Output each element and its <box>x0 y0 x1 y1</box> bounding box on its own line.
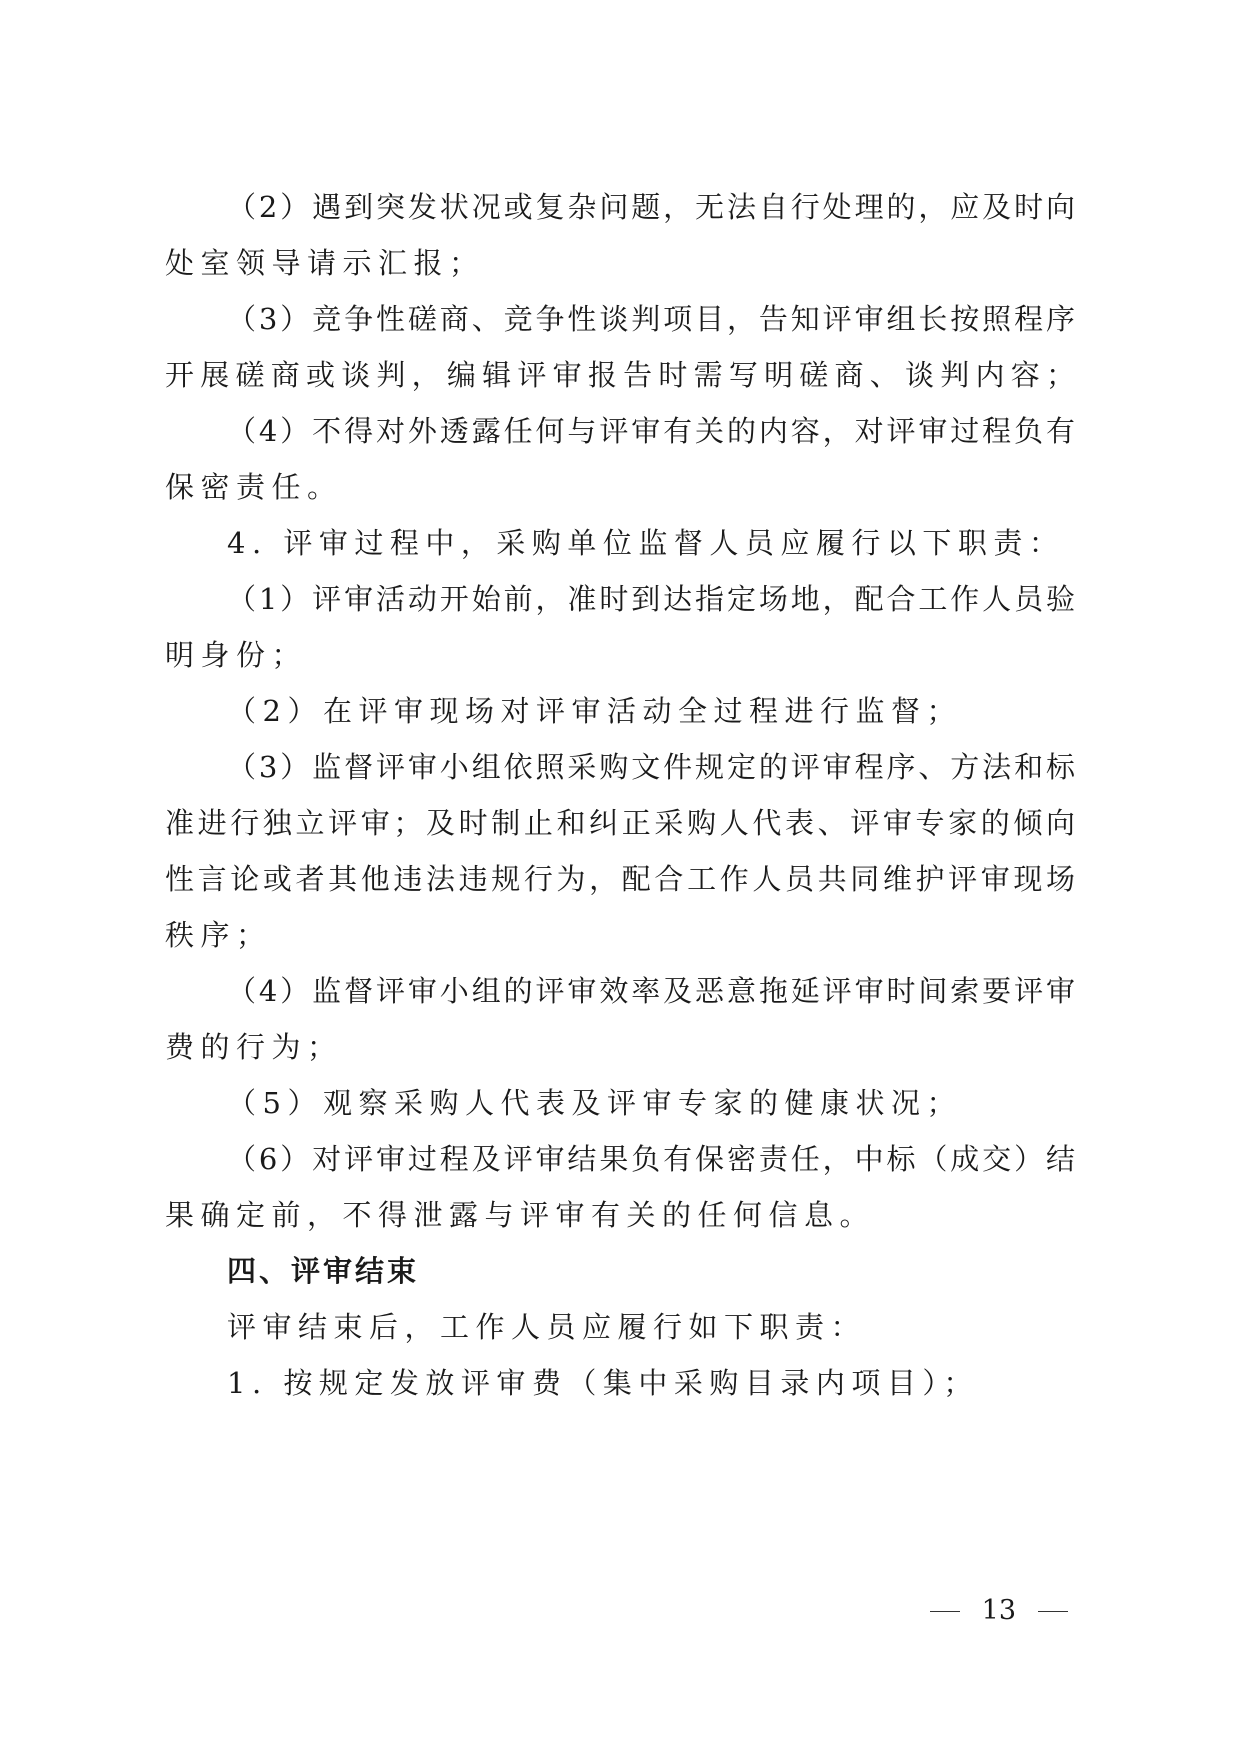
text-line: （3）监督评审小组依照采购文件规定的评审程序、方法和标 <box>227 750 1075 784</box>
text-line: 明身份； <box>165 638 308 672</box>
text-line: 1. 按规定发放评审费（集中采购目录内项目）； <box>227 1366 979 1400</box>
text-line: 果确定前，不得泄露与评审有关的任何信息。 <box>165 1198 876 1232</box>
text-line: （5）观察采购人代表及评审专家的健康状况； <box>227 1086 962 1120</box>
text-line: （2）在评审现场对评审活动全过程进行监督； <box>227 694 962 728</box>
text-line: （4）监督评审小组的评审效率及恶意拖延评审时间索要评审 <box>227 974 1075 1008</box>
text-line: 秩序； <box>165 918 272 952</box>
text-line: 处室领导请示汇报； <box>165 246 485 280</box>
text-line: 评审结束后，工作人员应履行如下职责： <box>227 1310 867 1344</box>
text-line: （4）不得对外透露任何与评审有关的内容，对评审过程负有 <box>227 414 1075 448</box>
text-line: 性言论或者其他违法违规行为，配合工作人员共同维护评审现场 <box>165 862 1075 896</box>
footer-dash-left <box>930 1611 960 1612</box>
text-line: 4. 评审过程中，采购单位监督人员应履行以下职责： <box>227 526 1065 560</box>
text-line: （6）对评审过程及评审结果负有保密责任，中标（成交）结 <box>227 1142 1075 1176</box>
footer-dash-right <box>1038 1611 1068 1612</box>
page-number-group <box>930 1589 1068 1631</box>
text-line: 保密责任。 <box>165 470 343 504</box>
section-heading: 四、评审结束 <box>227 1254 420 1288</box>
text-line: （1）评审活动开始前，准时到达指定场地，配合工作人员验 <box>227 582 1075 616</box>
page-number: 13 <box>981 1595 1016 1626</box>
text-line: （2）遇到突发状况或复杂问题，无法自行处理的，应及时向 <box>227 190 1075 224</box>
text-line: （3）竞争性磋商、竞争性谈判项目，告知评审组长按照程序 <box>227 302 1075 336</box>
text-line: 开展磋商或谈判，编辑评审报告时需写明磋商、谈判内容； <box>165 358 1075 392</box>
text-line: 准进行独立评审；及时制止和纠正采购人代表、评审专家的倾向 <box>165 806 1075 840</box>
text-line: 费的行为； <box>165 1030 343 1064</box>
page-footer <box>0 1589 1240 1629</box>
